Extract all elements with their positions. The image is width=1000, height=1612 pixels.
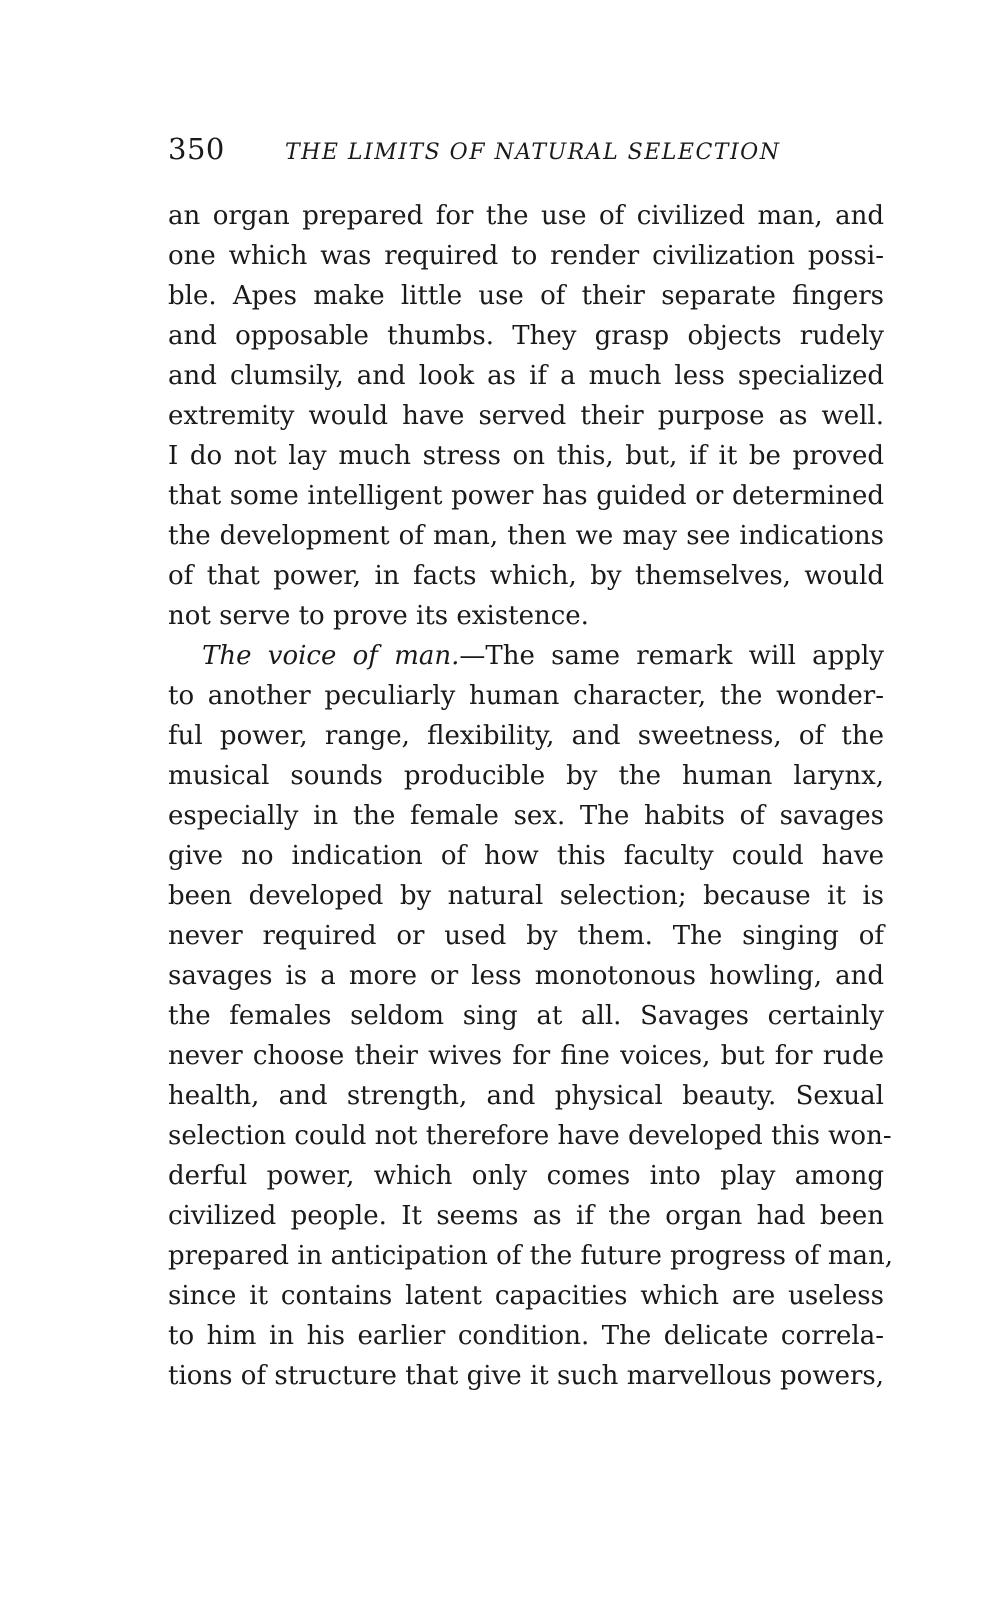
text-line: never choose their wives for fine voices, but for rude — [168, 1041, 884, 1071]
text-line: to another peculiarly human character, the wonder- — [168, 681, 884, 711]
section-heading: The voice of man. — [202, 641, 460, 671]
page-number: 350 — [168, 132, 225, 166]
text-line: ble. Apes make little use of their separate fingers — [168, 281, 884, 311]
text-line: the females seldom sing at all. Savages certainly — [168, 1001, 884, 1031]
running-title: THE LIMITS OF NATURAL SELECTION — [285, 140, 781, 165]
text-line: tions of structure that give it such marvellous powers, — [168, 1361, 884, 1391]
text-line: —The same remark will apply — [459, 641, 884, 671]
text-line: that some intelligent power has guided or determined — [168, 481, 884, 511]
text-line: selection could not therefore have developed this won- — [168, 1121, 892, 1151]
text-line: been developed by natural selection; because it is — [168, 881, 884, 911]
running-head — [168, 132, 788, 172]
text-line: give no indication of how this faculty could have — [168, 841, 884, 871]
text-line: savages is a more or less monotonous howling, and — [168, 961, 884, 991]
text-line: and clumsily, and look as if a much less specialized — [168, 361, 884, 391]
body-text — [168, 196, 893, 1396]
text-line: civilized people. It seems as if the organ had been — [168, 1201, 884, 1231]
text-line: derful power, which only comes into play among — [168, 1161, 884, 1191]
text-line: ful power, range, flexibility, and sweetness, of the — [168, 721, 884, 751]
text-line: of that power, in facts which, by themselves, would — [168, 561, 884, 591]
text-line: the development of man, then we may see indications — [168, 521, 884, 551]
text-line: musical sounds producible by the human larynx, — [168, 761, 884, 791]
text-line: especially in the female sex. The habits of savages — [168, 801, 884, 831]
text-line: prepared in anticipation of the future progress of man, — [168, 1241, 893, 1271]
text-line: an organ prepared for the use of civilized man, and — [168, 201, 884, 231]
text-line: extremity would have served their purpose as well. — [168, 401, 884, 431]
text-line: I do not lay much stress on this, but, if it be proved — [168, 441, 884, 471]
text-line: to him in his earlier condition. The delicate correla- — [168, 1321, 884, 1351]
text-line: and opposable thumbs. They grasp objects rudely — [168, 321, 884, 351]
text-line: never required or used by them. The singing of — [168, 921, 884, 951]
text-line: since it contains latent capacities which are useless — [168, 1281, 884, 1311]
text-line: one which was required to render civilization possi- — [168, 241, 884, 271]
text-line: not serve to prove its existence. — [168, 601, 589, 631]
section-start-line — [168, 636, 884, 676]
text-line: health, and strength, and physical beauty. Sexual — [168, 1081, 884, 1111]
